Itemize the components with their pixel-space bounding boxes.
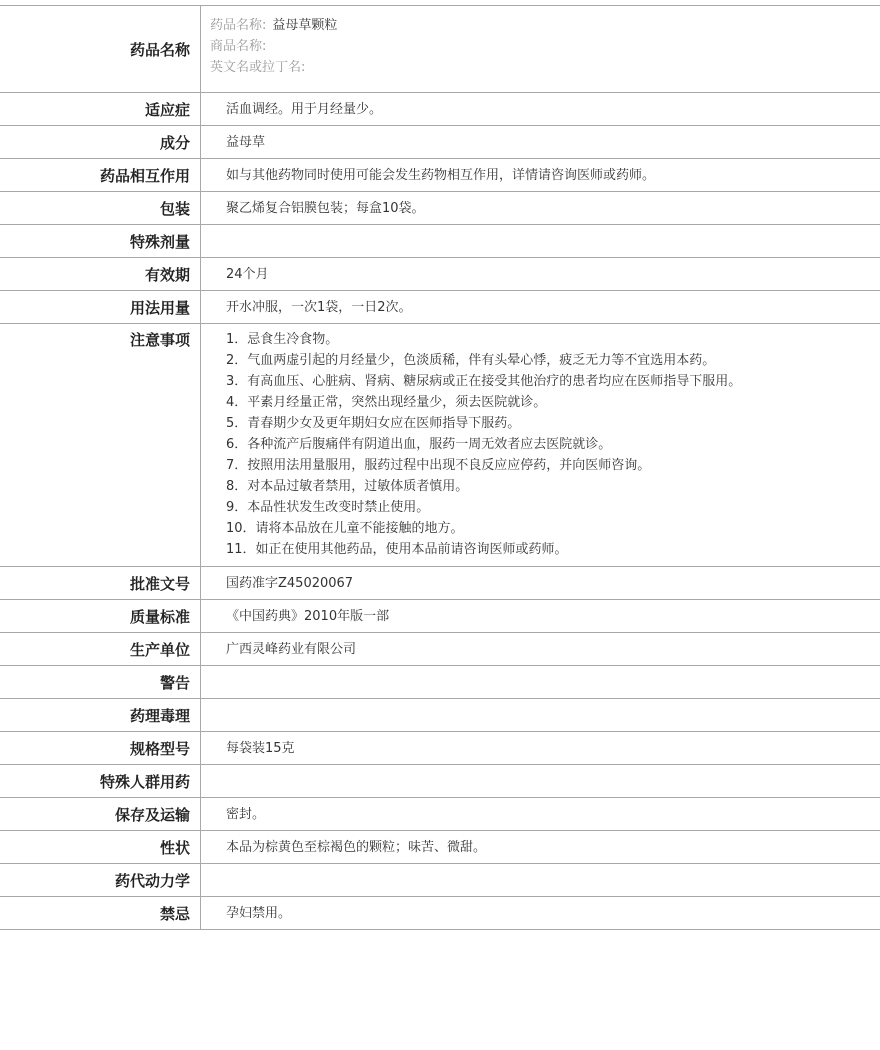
row-value: 每袋装15克 [226, 740, 295, 756]
row-value [201, 666, 880, 699]
row-precautions [0, 324, 880, 567]
trade-name-line [210, 36, 880, 57]
row-label: 有效期 [0, 258, 201, 291]
row-value [201, 765, 880, 798]
row-label: 包装 [0, 192, 201, 225]
row-drug-name [0, 6, 880, 93]
row-label: 药品名称 [0, 6, 201, 93]
row-label: 警告 [0, 666, 201, 699]
row-value: 广西灵峰药业有限公司 [226, 641, 357, 657]
list-item: 8．对本品过敏者禁用，过敏体质者慎用。 [226, 479, 469, 494]
row-storage-transport [0, 798, 880, 831]
row-shelf-life [0, 258, 880, 291]
row-value [201, 864, 880, 897]
generic-name-label: 药品名称: [210, 18, 267, 33]
row-value: 活血调经。用于月经量少。 [226, 101, 383, 117]
drug-spec-table [0, 5, 880, 930]
list-item: 6．各种流产后腹痛伴有阴道出血，服药一周无效者应去医院就诊。 [226, 437, 612, 452]
list-item: 1．忌食生冷食物。 [226, 332, 339, 347]
list-item: 11．如正在使用其他药品，使用本品前请咨询医师或药师。 [226, 542, 568, 557]
row-value: 孕妇禁用。 [226, 905, 292, 921]
list-item: 5．青春期少女及更年期妇女应在医师指导下服药。 [226, 416, 521, 431]
row-value: 国药准字Z45020067 [226, 575, 354, 591]
row-label: 特殊剂量 [0, 225, 201, 258]
row-interactions [0, 159, 880, 192]
row-indication [0, 93, 880, 126]
latin-name-line [210, 57, 880, 78]
row-pharmacokinetics [0, 864, 880, 897]
row-warning [0, 666, 880, 699]
row-quality-standard [0, 600, 880, 633]
row-label: 批准文号 [0, 567, 201, 600]
row-label: 药代动力学 [0, 864, 201, 897]
row-label: 性状 [0, 831, 201, 864]
row-label: 特殊人群用药 [0, 765, 201, 798]
generic-name-line [210, 15, 880, 36]
row-value [201, 225, 880, 258]
row-value: 本品为棕黄色至棕褐色的颗粒；味苦、微甜。 [226, 839, 487, 855]
list-item: 7．按照用法用量服用，服药过程中出现不良反应应停药，并向医师咨询。 [226, 458, 651, 473]
row-value: 如与其他药物同时使用可能会发生药物相互作用，详情请咨询医师或药师。 [226, 167, 656, 183]
trade-name-label: 商品名称: [210, 39, 267, 54]
precautions-list [226, 329, 880, 560]
row-description [0, 831, 880, 864]
row-packaging [0, 192, 880, 225]
row-usage-dosage [0, 291, 880, 324]
row-label: 生产单位 [0, 633, 201, 666]
precautions-cell [201, 324, 880, 567]
row-value [201, 699, 880, 732]
row-value: 聚乙烯复合铝膜包装；每盒10袋。 [226, 200, 425, 216]
row-label: 规格型号 [0, 732, 201, 765]
drug-name-cell [201, 6, 880, 93]
row-label: 注意事项 [0, 324, 201, 567]
row-label: 保存及运输 [0, 798, 201, 831]
row-label: 药理毒理 [0, 699, 201, 732]
row-pharmacology-toxicology [0, 699, 880, 732]
list-item: 2．气血两虚引起的月经量少，色淡质稀，伴有头晕心悸，疲乏无力等不宜选用本药。 [226, 353, 716, 368]
row-label: 适应症 [0, 93, 201, 126]
row-special-populations [0, 765, 880, 798]
row-value: 24个月 [226, 266, 269, 282]
row-contraindications [0, 897, 880, 930]
generic-name-value: 益母草颗粒 [272, 18, 338, 33]
row-label: 用法用量 [0, 291, 201, 324]
row-label: 禁忌 [0, 897, 201, 930]
row-specification [0, 732, 880, 765]
row-special-dosage [0, 225, 880, 258]
row-value: 《中国药典》2010年版一部 [226, 608, 390, 624]
row-manufacturer [0, 633, 880, 666]
row-label: 药品相互作用 [0, 159, 201, 192]
row-ingredients [0, 126, 880, 159]
list-item: 3．有高血压、心脏病、肾病、糖尿病或正在接受其他治疗的患者均应在医师指导下服用。 [226, 374, 742, 389]
row-approval-number [0, 567, 880, 600]
row-value: 益母草 [226, 134, 266, 150]
row-label: 成分 [0, 126, 201, 159]
list-item: 4．平素月经量正常，突然出现经量少，须去医院就诊。 [226, 395, 547, 410]
row-value: 密封。 [226, 806, 266, 822]
list-item: 9．本品性状发生改变时禁止使用。 [226, 500, 430, 515]
list-item: 10．请将本品放在儿童不能接触的地方。 [226, 521, 464, 536]
row-value: 开水冲服，一次1袋，一日2次。 [226, 299, 412, 315]
row-label: 质量标准 [0, 600, 201, 633]
latin-name-label: 英文名或拉丁名: [210, 60, 306, 75]
